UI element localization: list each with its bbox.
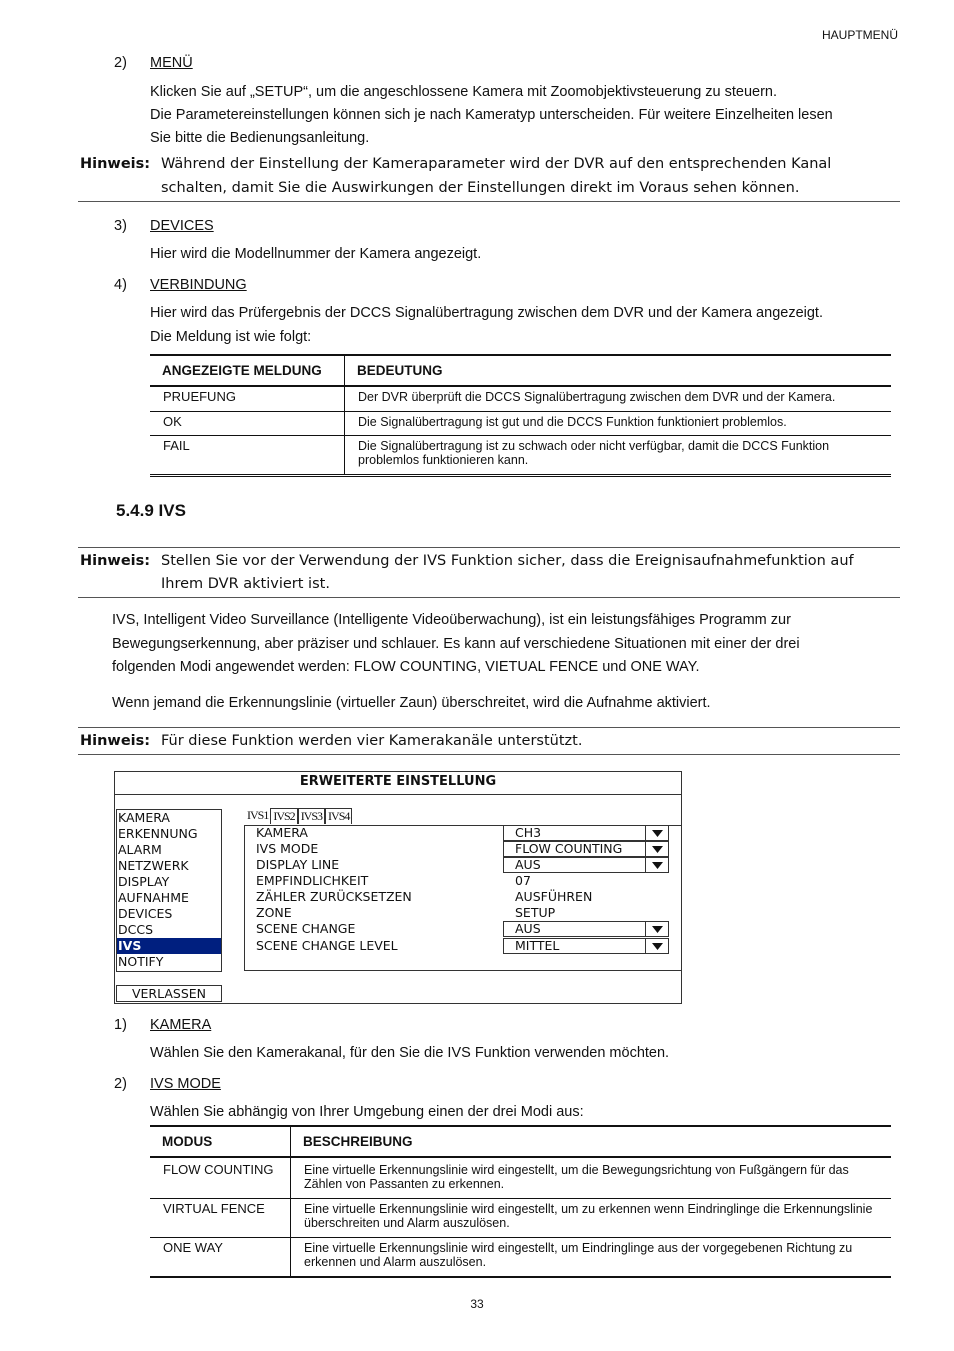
item-number: 1) [114,1017,127,1033]
tab-ivs3[interactable]: IVS3 [298,808,325,824]
item-menu-text [150,81,900,150]
note-text: Stellen Sie vor der Verwendung der IVS Funktion sicher, dass die Ereignisaufnahmefunktion auf [161,553,854,569]
item-title-menu: MENÜ [150,55,193,71]
menu-item-erkennung[interactable]: ERKENNUNG [118,826,198,841]
item-kamera-text: Wählen Sie den Kamerakanal, für den Sie die IVS Funktion verwenden möchten. [150,1045,670,1061]
dropdown-arrow-icon[interactable] [645,858,668,872]
table-row [150,1238,891,1278]
note-text: schalten, damit Sie die Auswirkungen der Einstellungen direkt im Voraus sehen können. [161,180,800,196]
table-cell: Eine virtuelle Erkennungslinie wird eingestellt, um die Bewegungsrichtung von Fußgängern für das Zählen von Passanten zu erkennen. [291,1157,892,1199]
menu-item-aufnahme[interactable]: AUFNAHME [118,890,189,905]
item-ivs-mode-text: Wählen Sie abhängig von Ihrer Umgebung einen der drei Modi aus: [150,1104,584,1120]
table-row [150,436,891,476]
select-value: CH3 [515,825,542,840]
text-line: folgenden Modi angewendet werden: FLOW COUNTING, VIETUAL FENCE und ONE WAY. [112,659,700,675]
note-text: Während der Einstellung der Kameraparameter wird der DVR auf den entsprechenden Kanal [161,156,832,172]
table-row [150,1199,891,1238]
field-label: ZONE [256,905,292,920]
text-line: Bewegungserkennung, aber präziser und schlauer. Es kann auf verschiedene Situationen mit einer der drei [112,635,800,652]
item-title-verbindung: VERBINDUNG [150,277,247,293]
table-header: BESCHREIBUNG [291,1126,892,1157]
message-table [150,354,891,477]
item-number: 2) [114,55,127,71]
item-number: 4) [114,277,127,293]
item-number: 2) [114,1076,127,1092]
item-verbindung-text: Hier wird das Prüfergebnis der DCCS Signalübertragung zwischen dem DVR und der Kamera angezeigt. [150,305,823,321]
select-value: AUS [515,921,541,936]
table-cell: Der DVR überprüft die DCCS Signalübertragung zwischen dem DVR und der Kamera. [345,386,892,412]
note-box [78,153,900,202]
menu-item-alarm[interactable]: ALARM [118,842,162,857]
ivs-intro [112,609,902,680]
item-number: 3) [114,218,127,234]
dvr-settings-window [114,771,682,1004]
table-cell: FLOW COUNTING [150,1157,291,1199]
table-cell: FAIL [150,436,345,476]
page-number: 33 [470,1297,484,1311]
dropdown-arrow-icon[interactable] [645,922,668,936]
item-devices-text: Hier wird die Modellnummer der Kamera angezeigt. [150,246,482,262]
zone-setup-button[interactable]: SETUP [515,905,556,920]
table-cell: PRUEFUNG [150,386,345,412]
menu-item-ivs[interactable]: IVS [117,938,221,954]
menu-item-devices[interactable]: DEVICES [118,906,173,921]
field-label: EMPFINDLICHKEIT [256,873,369,888]
scene-change-select[interactable] [503,921,669,937]
exit-button[interactable]: VERLASSEN [116,985,222,1002]
note-label: Hinweis: [80,733,151,749]
menu-item-notify[interactable]: NOTIFY [118,954,164,969]
scene-change-level-select[interactable] [503,938,669,954]
note-text: Ihrem DVR aktiviert ist. [161,576,330,592]
field-label: KAMERA [256,825,308,840]
ivs-mode-select[interactable] [503,841,669,857]
field-label: SCENE CHANGE [256,921,356,936]
menu-item-netzwerk[interactable]: NETZWERK [118,858,189,873]
table-cell: VIRTUAL FENCE [150,1199,291,1238]
table-cell: ONE WAY [150,1238,291,1278]
note-box [78,547,900,598]
section-title: 5.4.9 IVS [116,501,186,520]
reset-counter-button[interactable]: AUSFÜHREN [515,889,593,904]
item-title-ivs-mode: IVS MODE [150,1076,221,1092]
ivs-tabs [245,808,352,824]
menu-item-kamera[interactable]: KAMERA [118,810,170,825]
tab-ivs1[interactable]: IVS1 [247,808,269,822]
select-value: MITTEL [515,938,560,953]
mode-table [150,1125,891,1278]
select-value: AUS [515,857,541,872]
text-line: Sie bitte die Bedienungsanleitung. [150,130,370,146]
item-title-kamera: KAMERA [150,1017,212,1033]
note-text: Für diese Funktion werden vier Kamerakanäle unterstützt. [161,733,583,749]
note-label: Hinweis: [80,553,151,569]
table-cell: Die Signalübertragung ist gut und die DCCS Funktion funktioniert problemlos. [345,412,892,436]
window-title: ERWEITERTE EINSTELLUNG [299,774,497,789]
text-line: Klicken Sie auf „SETUP“, um die angeschlossene Kamera mit Zoomobjektivsteuerung zu steuern. [150,84,778,100]
dropdown-arrow-icon[interactable] [645,842,668,856]
table-cell: Eine virtuelle Erkennungslinie wird eingestellt, um zu erkennen wenn Eindringlinge die Erkennungslinie überschreiten und Alarm auszulösen. [291,1199,892,1238]
table-cell: Die Signalübertragung ist zu schwach oder nicht verfügbar, damit die DCCS Funktion problemlos funktionieren kann. [345,436,892,476]
table-header: BEDEUTUNG [345,355,892,386]
text-line: IVS, Intelligent Video Surveillance (Intelligente Videoüberwachung), ist ein leistungsfähiges Programm zur [112,612,791,628]
table-cell: OK [150,412,345,436]
sensitivity-value[interactable]: 07 [515,873,531,888]
table-header: MODUS [150,1126,291,1157]
tab-ivs4[interactable]: IVS4 [325,808,352,824]
display-line-select[interactable] [503,857,669,873]
camera-select[interactable] [503,825,669,841]
table-row [150,1157,891,1199]
field-label: SCENE CHANGE LEVEL [256,938,398,953]
field-label: IVS MODE [256,841,319,856]
item-verbindung-text: Die Meldung ist wie folgt: [150,329,312,345]
menu-item-display[interactable]: DISPLAY [118,874,170,889]
title-divider [115,794,681,795]
field-label: ZÄHLER ZURÜCKSETZEN [256,889,412,904]
dropdown-arrow-icon[interactable] [645,826,668,840]
table-header: ANGEZEIGTE MELDUNG [150,355,345,386]
menu-item-dccs[interactable]: DCCS [118,922,154,937]
table-cell: Eine virtuelle Erkennungslinie wird eingestellt, um Eindringlinge aus der vorgegebenen Richtung zu erkennen und Alarm auszulösen. [291,1238,892,1278]
note-label: Hinweis: [80,156,151,172]
running-header: HAUPTMENÜ [821,28,898,42]
field-label: DISPLAY LINE [256,857,340,872]
table-row [150,386,891,412]
settings-menu [116,809,222,972]
text-line: Die Parametereinstellungen können sich je nach Kameratyp unterscheiden. Für weitere Einzelheiten lesen [150,107,833,123]
ivs-paragraph: Wenn jemand die Erkennungslinie (virtueller Zaun) überschreitet, wird die Aufnahme aktiviert. [112,695,711,711]
note-box [78,727,900,755]
table-row [150,412,891,436]
dropdown-arrow-icon[interactable] [645,939,668,953]
item-title-devices: DEVICES [150,218,214,234]
select-value: FLOW COUNTING [515,841,623,856]
tab-ivs2[interactable]: IVS2 [270,808,297,824]
